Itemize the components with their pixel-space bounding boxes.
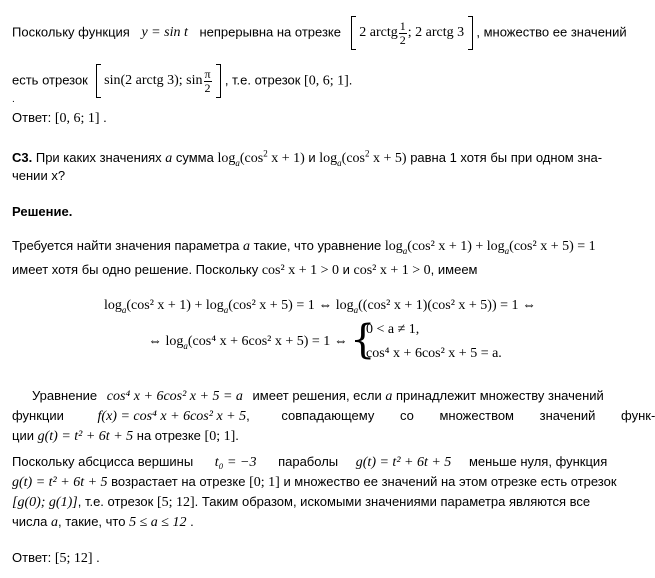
text: Требуется найти значения параметра — [12, 238, 240, 253]
math: (cos — [239, 151, 264, 166]
math: (cos² x + 5) = 1 — [509, 239, 596, 254]
text: функции — [12, 408, 64, 423]
answer-value: [0, 6; 1] — [54, 111, 100, 126]
text: имеет хотя бы одно решение. Поскольку — [12, 262, 259, 277]
text: . — [235, 428, 239, 443]
answer-label: Ответ: — [12, 550, 52, 565]
math: cos² x + 1 > 0 — [353, 263, 431, 278]
math: x + 1) — [267, 151, 305, 166]
text: принадлежит множеству значений — [396, 388, 604, 403]
math: cos² x + 1 > 0 — [261, 263, 339, 278]
solution-line6 — [12, 454, 607, 471]
solution-line8 — [12, 494, 590, 511]
solution-title: Решение. — [12, 204, 73, 219]
solution-line9 — [12, 514, 194, 531]
math: x + 5) — [369, 151, 407, 166]
math: 2 arctg — [359, 25, 398, 41]
text: и множество ее значений на этом отрезке есть отрезок — [283, 474, 617, 489]
text: Поскольку функция — [12, 24, 130, 40]
math-var: a — [242, 239, 250, 254]
frac-den: 2 — [204, 80, 211, 95]
left-bracket — [351, 16, 356, 50]
math: (cos² x + 5) = 1 ⇔ log — [228, 298, 354, 313]
math: (cos² x + 1) + log — [407, 239, 505, 254]
frac-num: 1 — [399, 18, 406, 33]
solution-line1: Требуется найти значения параметра a такие, что уравнение $\log_a(\cos^2$ $x + 1) + \log_a(\cos^2$ x + 5) = 1 — [12, 238, 596, 256]
text: сумма — [175, 150, 214, 165]
text: . — [96, 550, 100, 565]
left-bracket — [96, 64, 101, 98]
math-var: a — [50, 515, 58, 530]
text: такие, что уравнение — [253, 238, 382, 253]
stray-dot: . — [12, 94, 15, 105]
math: [0; 1] — [204, 429, 236, 444]
math-sub: a — [337, 157, 342, 168]
text: и — [308, 150, 316, 165]
fraction — [399, 20, 407, 47]
answer-value: [5; 12] — [54, 551, 93, 566]
answer-2 — [12, 550, 100, 567]
math: [5; 12] — [156, 495, 195, 510]
display-eq-1: $\log_a(\cos^2$ $x + 1) + \log_a(\cos^2$ x + 5) = 1 ⇔ $\log_a((\cos^2$ x + 1)(cos² x + 5)) = 1 ⇔ — [104, 298, 537, 315]
math: g(t) = t² + 6t + 5 — [12, 475, 108, 490]
math: ((cos² x + 1)(cos² x + 5)) = 1 ⇔ — [358, 298, 537, 313]
text: . — [103, 110, 107, 125]
math-func: y = sin t — [141, 25, 188, 41]
math: g(t) = t² + 6t + 5 — [355, 455, 452, 470]
text: непрерывна на отрезке — [199, 24, 341, 40]
text: функ- — [621, 408, 655, 423]
text: , — [246, 408, 250, 423]
text: совпадающему — [281, 408, 375, 423]
text: , такие, что — [57, 514, 126, 529]
text: на отрезке — [136, 428, 201, 443]
text: и — [342, 262, 350, 277]
text: возрастает на отрезке — [111, 474, 246, 489]
frac-den: 2 — [399, 32, 406, 47]
text: параболы — [278, 454, 339, 469]
interval — [96, 66, 225, 95]
solution-line3 — [32, 388, 604, 405]
math: f(x) = cos⁴ x + 6cos² x + 5 — [97, 409, 247, 424]
math: (cos — [341, 151, 365, 166]
right-bracket — [216, 64, 221, 98]
para2-line — [12, 64, 352, 98]
math: ; 2 arctg 3 — [407, 25, 465, 41]
math-var: a — [165, 151, 173, 166]
text: числа — [12, 514, 48, 529]
answer-1 — [12, 110, 107, 127]
system-line1: 0 < a ≠ 1, — [366, 322, 420, 337]
solution-line2 — [12, 262, 478, 279]
math: [0, 6; 1] — [304, 73, 349, 89]
math: g(t) = t² + 6t + 5 — [37, 429, 134, 444]
text: Поскольку абсцисса вершины — [12, 454, 194, 469]
solution-line4 — [12, 408, 655, 425]
text: равна 1 хотя бы при одном зна- — [410, 150, 603, 165]
text: При каких значениях — [35, 150, 162, 165]
text: со — [399, 408, 414, 423]
problem-c3-line1 — [12, 150, 602, 167]
math-sup: 2 — [365, 148, 370, 159]
math: (cos⁴ x + 6cos² x + 5) = 1 ⇔ — [187, 334, 348, 349]
display-eq-2: ⇔ $\log_a(\cos^4$ x + 6cos² x + 5) = 1 ⇔ — [148, 334, 348, 351]
system-line2: cos⁴ x + 6cos² x + 5 = a. — [366, 346, 502, 361]
interval — [351, 18, 477, 47]
math-sup: 2 — [263, 148, 268, 159]
frac-num: π — [204, 66, 211, 81]
text: ции — [12, 428, 34, 443]
math: log — [217, 151, 236, 166]
text: значений — [539, 408, 596, 423]
math: [0; 1] — [249, 475, 280, 490]
math: [g(0); g(1)] — [12, 495, 78, 510]
text: , т.е. отрезок — [224, 72, 301, 88]
text: Уравнение — [32, 388, 98, 403]
para1-line — [12, 16, 627, 50]
math-sub: a — [235, 157, 240, 168]
math: sin(2 arctg 3); sin — [104, 73, 203, 89]
text: , т.е. отрезок — [77, 494, 154, 509]
system-brace: { — [350, 317, 376, 363]
solution-line5 — [12, 428, 239, 445]
problem-c3-line2: чении x? — [12, 168, 66, 183]
solution-line7 — [12, 474, 617, 491]
math-var: a — [385, 389, 393, 404]
answer-label: Ответ: — [12, 110, 52, 125]
math: log — [319, 151, 338, 166]
math: cos⁴ x + 6cos² x + 5 = a — [106, 389, 243, 404]
text: . — [190, 514, 194, 529]
right-bracket — [468, 16, 473, 50]
text: есть отрезок — [12, 72, 88, 88]
math: 5 ≤ a ≤ 12 — [129, 515, 187, 530]
text: , имеем — [430, 262, 478, 277]
text: множеством — [439, 408, 514, 423]
text: . Таким образом, искомыми значениями параметра являются все — [194, 494, 591, 509]
math: (cos² x + 1) + log — [126, 298, 224, 313]
math: t₀ = −3 — [214, 455, 257, 470]
text: , множество ее значений — [476, 24, 627, 40]
problem-tag: С3. — [12, 150, 33, 165]
math: ⇔ log — [148, 334, 184, 349]
text: меньше нуля, функция — [468, 454, 608, 469]
fraction — [204, 68, 212, 95]
text: имеет решения, если — [252, 388, 382, 403]
text: . — [348, 72, 353, 88]
